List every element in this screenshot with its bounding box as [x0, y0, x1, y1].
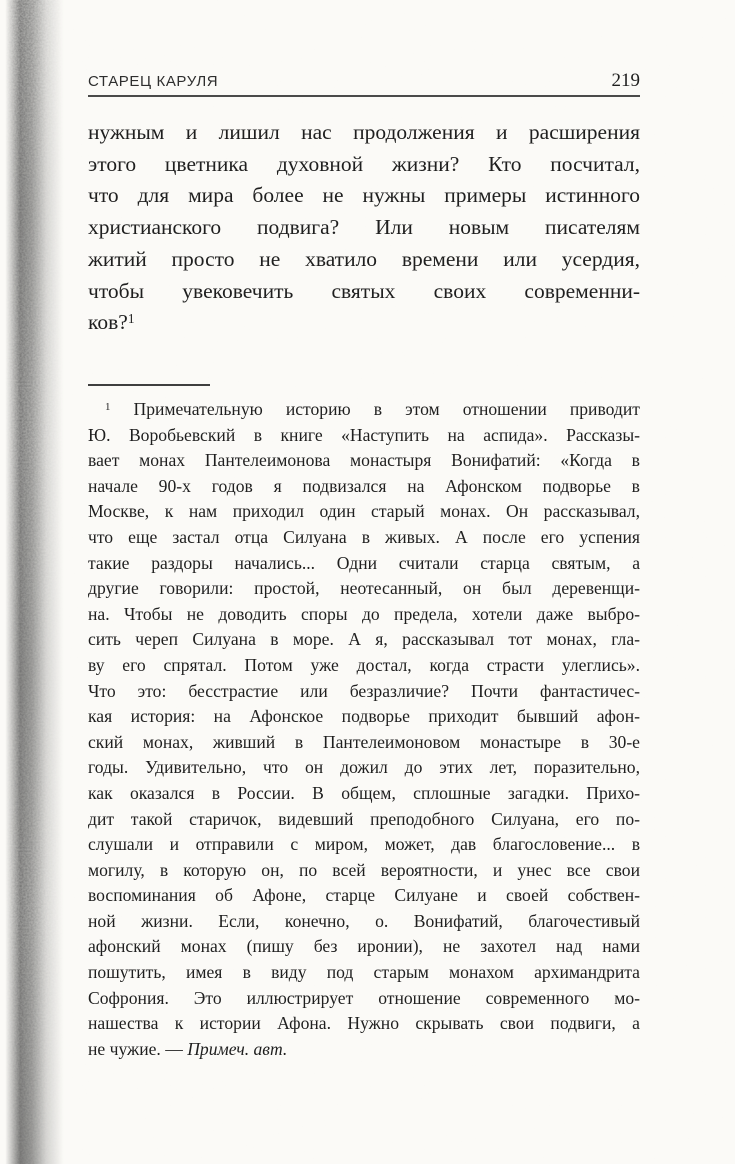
footnote-line: нашества к истории Афона. Нужно скрывать свои подвиги, а: [88, 1013, 640, 1034]
footnote-line: Москве, к нам приходил один старый монах. Он рассказывал,: [88, 501, 640, 522]
footnote-line: ву его спрятал. Потом уже достал, когда страсти улеглись».: [88, 654, 640, 675]
footnote-line: Софрония. Это иллюстрирует отношение современного мо-: [88, 987, 640, 1008]
footnote-reference: 1: [127, 311, 135, 327]
footnote-line: слушали и отправили с миром, может, дав благословение... в: [88, 834, 640, 855]
running-title: СТАРЕЦ КАРУЛЯ: [88, 73, 219, 90]
footnote-first-line-text: Примечательную историю в этом отношении приводит: [133, 399, 640, 419]
footnote-line: Ю. Воробьевский в книге «Наступить на аспида». Рассказы-: [88, 424, 640, 445]
binding-shadow: [4, 0, 66, 1164]
page-number: 219: [611, 70, 640, 91]
footnote-line: кая история: на Афонское подворье приходит бывший афон-: [88, 706, 640, 727]
body-last-line-text: ков?: [88, 310, 128, 335]
footnote-line: воспоминания об Афоне, старце Силуане и своей собствен-: [88, 885, 640, 906]
body-last-line: [88, 307, 640, 339]
footnote-line: пошутить, имея в виду под старым монахом архимандрита: [88, 962, 640, 983]
footnote-line: на. Чтобы не доводить споры до предела, хотели даже выбро-: [88, 603, 640, 624]
binding-shadow-fill: [4, 0, 66, 1164]
body-line: что для мира более не нужны примеры истинного: [88, 183, 640, 208]
footnote-line: могилу, в которую он, по всей вероятности, и унес все свои: [88, 859, 640, 880]
footnote-last-line: [88, 1037, 640, 1063]
footnote-line: как оказался в России. В общем, сплошные загадки. Прихо-: [88, 782, 640, 803]
page-header: [88, 70, 640, 92]
footnote-attribution: Примеч. авт.: [187, 1038, 288, 1059]
footnote-last-line-text: не чужие. —: [88, 1038, 188, 1059]
footnote-first-line: [88, 397, 640, 423]
footnote-line: Что это: бесстрастие или безразличие? Почти фантастичес-: [88, 680, 640, 701]
footnote-line: другие говорили: простой, неотесанный, он был деревенщи-: [88, 578, 640, 599]
body-line: чтобы увековечить святых своих современни-: [88, 278, 640, 303]
footnote-marker: 1: [105, 401, 111, 414]
footnote-line: дит такой старичок, видевший преподобного Силуана, его по-: [88, 808, 640, 829]
footnote: [88, 397, 640, 1062]
footnote-line: афонский монах (пишу без иронии), не захотел над нами: [88, 936, 640, 957]
footnote-line: что еще застал отца Силуана в живых. А после его успения: [88, 526, 640, 547]
body-line: житий просто не хватило времени или усердия,: [88, 246, 640, 271]
footnote-separator: [88, 384, 210, 386]
footnote-line: вает монах Пантелеимонова монастыря Вонифатий: «Когда в: [88, 450, 640, 471]
body-line: нужным и лишил нас продолжения и расширения: [88, 120, 640, 144]
header-rule: [88, 95, 640, 97]
footnote-line: такие раздоры начались... Одни считали старца святым, а: [88, 552, 640, 573]
footnote-line: начале 90-х годов я подвизался на Афонском подворье в: [88, 475, 640, 496]
body-line: этого цветника духовной жизни? Кто посчитал,: [88, 151, 640, 176]
body-line: христианского подвига? Или новым писателям: [88, 215, 640, 240]
footnote-line: ной жизни. Если, конечно, о. Вонифатий, благочестивый: [88, 910, 640, 931]
footnote-line: годы. Удивительно, что он дожил до этих лет, поразительно,: [88, 757, 640, 778]
footnote-line: сить череп Силуана в море. А я, рассказывал тот монах, гла-: [88, 629, 640, 650]
footnote-line: ский монах, живший в Пантелеимоновом монастыре в 30-е: [88, 731, 640, 752]
binding-grain: [4, 0, 66, 1164]
body-text: [88, 117, 640, 339]
